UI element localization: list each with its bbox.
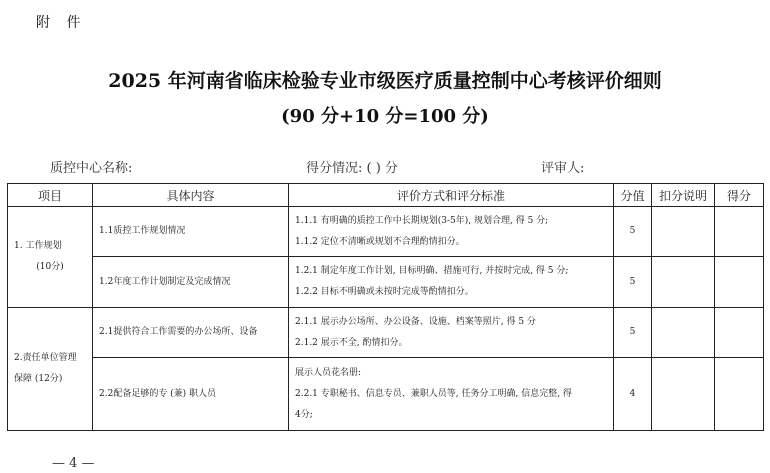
deduction-cell [652, 207, 715, 257]
table-row [8, 207, 764, 257]
reviewer-label: 评审人: [541, 161, 585, 176]
document-subtitle: (90 分+10 分=100 分) [281, 106, 489, 127]
score-cell [715, 207, 764, 257]
points-cell: 5 [614, 308, 652, 358]
content-cell: 2.2配备足够的专 (兼) 职人员 [93, 358, 289, 431]
method-line: 2.2.1 专职秘书、信息专员、兼职人员等, 任务分工明确, 信息完整, 得 [295, 388, 572, 399]
content-cell: 2.1提供符合工作需要的办公场所、设备 [93, 308, 289, 358]
item-points: (10分) [36, 262, 64, 272]
table-row [8, 358, 764, 431]
content-cell: 1.2年度工作计划制定及完成情况 [93, 257, 289, 308]
evaluation-table [7, 183, 764, 431]
table-row [8, 308, 764, 358]
score-cell [715, 358, 764, 431]
score-cell [715, 257, 764, 308]
document-title: 2025 年河南省临床检验专业市级医疗质量控制中心考核评价细则 [108, 70, 662, 92]
method-line: 4分; [295, 409, 313, 420]
table-row [8, 257, 764, 308]
score-status-label: 得分情况: ( ) 分 [306, 161, 398, 176]
points-cell: 4 [614, 358, 652, 431]
header-method: 评价方式和评分标准 [289, 184, 614, 207]
method-line: 1.2.2 目标不明确或未按时完成等酌情扣分。 [295, 287, 474, 297]
header-score: 得分 [715, 184, 764, 207]
header-points: 分值 [614, 184, 652, 207]
deduction-cell [652, 257, 715, 308]
item-cell [8, 207, 93, 308]
header-content: 具体内容 [93, 184, 289, 207]
method-cell [289, 207, 614, 257]
content-cell: 1.1质控工作规划情况 [93, 207, 289, 257]
method-cell [289, 257, 614, 308]
points-cell: 5 [614, 207, 652, 257]
method-line: 1.1.2 定位不清晰或规划不合理酌情扣分。 [295, 236, 465, 247]
center-name-label: 质控中心名称: [50, 161, 133, 176]
item-title: 2.责任单位管理 [14, 353, 77, 363]
page-number: — 4 — [52, 456, 95, 471]
deduction-cell [652, 358, 715, 431]
method-line: 展示人员花名册: [295, 367, 362, 378]
item-points: 保障 (12分) [14, 374, 63, 384]
points-cell: 5 [614, 257, 652, 308]
item-title: 1. 工作规划 [14, 241, 62, 251]
header-deduction: 扣分说明 [652, 184, 715, 207]
method-line: 1.1.1 有明确的质控工作中长期规划(3-5年), 规划合理, 得 5 分; [295, 215, 549, 226]
method-line: 2.1.2 展示不全, 酌情扣分。 [295, 337, 408, 348]
table-header-row [8, 184, 764, 207]
method-cell [289, 308, 614, 358]
deduction-cell [652, 308, 715, 358]
header-item: 项目 [8, 184, 93, 207]
method-line: 2.1.1 展示办公场所、办公设备、设施、档案等照片, 得 5 分 [295, 316, 536, 327]
method-cell [289, 358, 614, 431]
score-cell [715, 308, 764, 358]
item-cell [8, 308, 93, 431]
method-line: 1.2.1 制定年度工作计划, 目标明确、措施可行, 并按时完成, 得 5 分; [295, 266, 569, 276]
attachment-label: 附 件 [36, 15, 87, 31]
